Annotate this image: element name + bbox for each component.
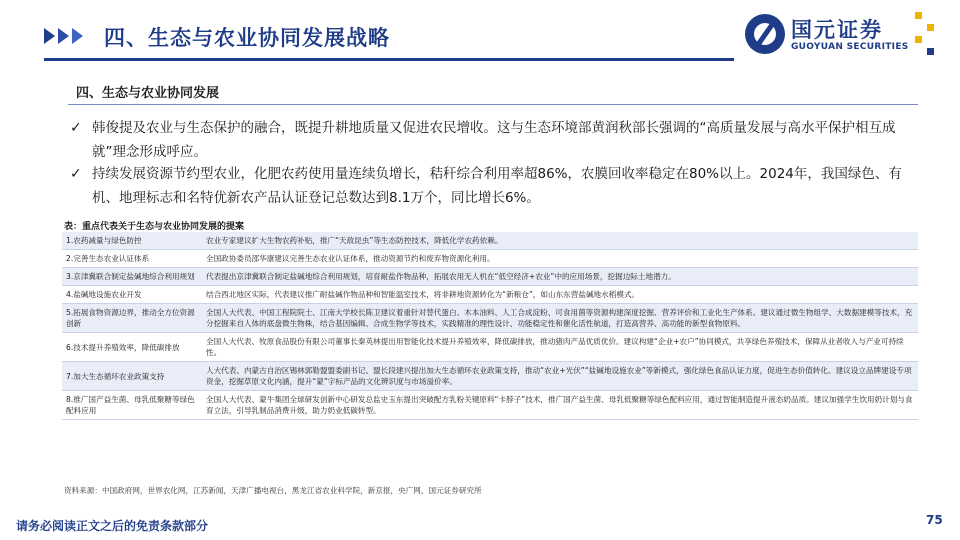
proposals-table (62, 232, 918, 420)
bullet-point (70, 116, 920, 164)
table-caption: 表：重点代表关于生态与农业协同发展的提案 (64, 222, 245, 232)
table-cell-content: 全国政协委员邵华康建议完善生态农业认证体系，推动资源节约和废弃物资源化利用。 (206, 254, 495, 263)
bullet-text: 持续发展资源节约型农业，化肥农药使用量连续负增长，秸秆综合利用率超86%，农膜回收率稳定在80%以上。2024年，我国绿色、有机、地理标志和名特优新农产品认证登记总数达到8.1万个，同比增长6%。 (92, 166, 902, 206)
table-cell-topic: 2.完善生态农业认证体系 (66, 254, 150, 263)
table-cell-topic: 6.技术提升养殖效率，降低碳排放 (66, 342, 180, 352)
chevron-icon (44, 28, 86, 44)
table-cell-content: 全国人大代表、牧原食品股份有限公司董事长秦英林提出用智能化技术提升养殖效率，降低碳排放，推动猪肉产品优质优价。建议构建“企业+农户”协同模式，共享绿色养殖技术，保障从业者收入与产业可持续性。 (206, 337, 904, 357)
table-cell-content: 结合西北地区实际，代表建议推广耐盐碱作物品种和智能温室技术，将非耕地资源转化为“新粮仓”，如山东东营盐碱地水稻模式。 (206, 290, 640, 299)
logo-square-icon (915, 36, 922, 43)
bullet-text: 韩俊提及农业与生态保护的融合，既提升耕地质量又促进农民增收。这与生态环境部黄润秋部长强调的“高质量发展与高水平保护相互成就”理念形成呼应。 (92, 120, 896, 160)
table-cell-content: 农业专家建议扩大生物农药补贴，推广“天敌昆虫”等生态防控技术，降低化学农药依赖。 (206, 236, 503, 245)
logo-mark-icon (745, 14, 785, 54)
table-cell-content: 代表提出京津冀联合制定盐碱地综合利用规划，培育耐盐作物品种，拓展农用无人机在“低空经济+农业”中的应用场景，挖掘边际土地潜力。 (206, 272, 676, 281)
table-row (62, 250, 918, 268)
checkmark-icon: ✓ (70, 120, 82, 136)
table-row (62, 391, 918, 420)
table-cell-topic: 4.盐碱地设施农业开发 (66, 290, 142, 299)
section-subtitle: 四、生态与农业协同发展 (76, 86, 220, 101)
table-cell-topic: 3.京津冀联合制定盐碱地综合利用规划 (66, 272, 195, 281)
table-row (62, 304, 918, 333)
table-cell-content: 全国人大代表、蒙牛集团全球研发创新中心研发总监史玉东提出突破配方乳粉关键原料“卡脖子”技术，推广国产益生菌、母乳低聚糖等绿色配料应用，通过智能制造提升液态奶品质。建议加强学生饮用奶计划与食育立法，引导乳制品消费升级，助力奶业低碳转型。 (206, 395, 913, 415)
table-row (62, 232, 918, 250)
table-cell-topic: 8.推广国产益生菌、母乳低聚糖等绿色配料应用 (66, 395, 195, 415)
logo-square-icon (927, 48, 934, 55)
table-cell-content: 全国人大代表、中国工程院院士、江南大学校长陈卫建议着重针对替代蛋白、木本油料、人工合成淀粉、可食用菌等资源构建深度挖掘、营养评价和工业化生产体系。建议通过微生物组学、大数据建模等技术，充分挖掘来自人体的底盘微生物株，结合基因编辑、合成生物学等技术，实践精准的理性设计、功能稳定性和催化活性航道，打造高营养、高功能的新型食物原料。 (206, 308, 913, 328)
table-cell-topic: 1.农药减量与绿色防控 (66, 236, 142, 245)
table-row (62, 286, 918, 304)
table-row (62, 362, 918, 391)
source-note: 资料来源：中国政府网，世界农化网，江苏新闻，天津广播电视台，黑龙江省农业科学院，新京报，央广网，国元证券研究所 (64, 486, 482, 495)
table-row (62, 268, 918, 286)
table-row (62, 333, 918, 362)
disclaimer-link[interactable]: 请务必阅读正文之后的免责条款部分 (16, 519, 209, 533)
logo-square-icon (915, 12, 922, 19)
title-underline (44, 58, 734, 61)
bullet-point (70, 162, 920, 210)
table-cell-topic: 7.加大生态循环农业政策支持 (66, 371, 165, 381)
checkmark-icon: ✓ (70, 166, 82, 182)
logo-square-icon (927, 24, 934, 31)
section-divider (68, 104, 918, 105)
table-cell-topic: 5.拓展食物资源边界，推动全方位资源创新 (66, 308, 195, 328)
table-cell-content: 人大代表、内蒙古自治区锡林郭勒盟盟委副书记、盟长段建兴提出加大生态循环农业政策支持，推动“农业+光伏”“盐碱地设施农业”等新模式，强化绿色食品认证力度，促进生态价值转化。建议设立品牌建设专项资金，挖掘草原文化内涵，提升“蒙”字标产品的文化辨识度与市场溢价率。 (206, 366, 912, 386)
page-number: 75 (926, 513, 943, 527)
logo-text-en: GUOYUAN SECURITIES (791, 42, 909, 52)
company-logo (745, 12, 945, 58)
page-title: 四、生态与农业协同发展战略 (104, 26, 390, 50)
logo-text-cn: 国元证券 (791, 18, 883, 42)
